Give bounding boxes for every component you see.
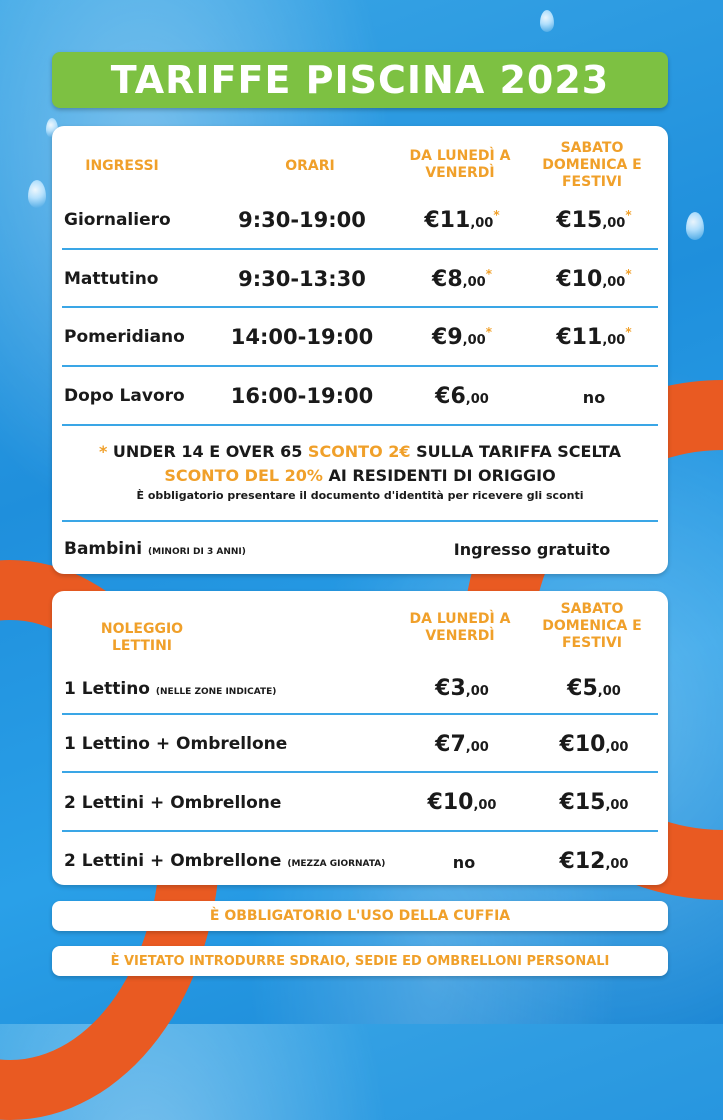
price-weekday-giornaliero: €11,00*	[424, 208, 500, 233]
row-label-lettino: 1 Lettino (NELLE ZONE INDICATE)	[64, 679, 277, 699]
price-weekend-2-lettini: €15,00	[559, 790, 629, 815]
notice-vietato: È VIETATO INTRODURRE SDRAIO, SEDIE ED OMBRELLONI PERSONALI	[52, 946, 668, 976]
bambini-value: Ingresso gratuito	[453, 540, 611, 559]
row-label-bambini: Bambini (MINORI DI 3 ANNI)	[64, 539, 246, 559]
water-drop-icon	[540, 10, 554, 32]
discount-note-line2: SCONTO DEL 20% AI RESIDENTI DI ORIGGIO	[164, 466, 556, 485]
ingressi-card	[52, 126, 668, 574]
noleggio-card	[52, 591, 668, 885]
header-weekday: DA LUNEDÌ A VENERDÌ	[409, 611, 511, 644]
price-weekend-giornaliero: €15,00*	[556, 208, 632, 233]
price-weekend-dopo-lavoro: no	[582, 388, 606, 407]
separator	[62, 830, 658, 832]
header-weekend: SABATO DOMENICA E FESTIVI	[542, 601, 642, 651]
price-weekend-lettino: €5,00	[567, 676, 621, 701]
price-weekday-mattutino: €8,00*	[432, 267, 492, 292]
row-label-lettino-ombrellone: 1 Lettino + Ombrellone	[64, 734, 288, 754]
row-label-2-lettini-ombrellone: 2 Lettini + Ombrellone	[64, 793, 282, 813]
header-ingressi: INGRESSI	[85, 158, 159, 174]
separator	[62, 248, 658, 250]
page-title-bar	[52, 52, 668, 108]
separator	[62, 520, 658, 522]
price-weekday-dopo-lavoro: €6,00	[435, 384, 489, 409]
price-weekend-mattutino: €10,00*	[556, 267, 632, 292]
separator	[62, 713, 658, 715]
separator	[62, 771, 658, 773]
separator	[62, 306, 658, 308]
header-orari: ORARI	[285, 158, 335, 174]
time-pomeridiano: 14:00-19:00	[230, 325, 374, 349]
time-giornaliero: 9:30-19:00	[238, 208, 366, 232]
price-weekday-pomeridiano: €9,00*	[432, 325, 492, 350]
separator	[62, 365, 658, 367]
row-label-mattutino: Mattutino	[64, 269, 159, 289]
price-weekday-2-lettini-mezza: no	[452, 853, 476, 872]
page-title: TARIFFE PISCINA 2023	[110, 58, 610, 102]
row-label-dopo-lavoro: Dopo Lavoro	[64, 386, 185, 406]
header-weekend: SABATO DOMENICA E FESTIVI	[542, 140, 642, 190]
price-weekday-lettino: €3,00	[435, 676, 489, 701]
row-label-giornaliero: Giornaliero	[64, 210, 171, 230]
notice-cuffia: È OBBLIGATORIO L'USO DELLA CUFFIA	[52, 901, 668, 931]
price-weekend-2-lettini-mezza: €12,00	[559, 849, 629, 874]
price-weekday-2-lettini: €10,00	[427, 790, 497, 815]
discount-note-line1: * UNDER 14 E OVER 65 SCONTO 2€ SULLA TARIFFA SCELTA	[98, 442, 622, 461]
price-weekend-lettino-ombrellone: €10,00	[559, 732, 629, 757]
row-label-2-lettini-mezza: 2 Lettini + Ombrellone (MEZZA GIORNATA)	[64, 851, 386, 871]
price-weekday-lettino-ombrellone: €7,00	[435, 732, 489, 757]
header-noleggio: NOLEGGIO LETTINI	[100, 621, 184, 654]
time-mattutino: 9:30-13:30	[238, 267, 366, 291]
separator	[62, 424, 658, 426]
header-weekday: DA LUNEDÌ A VENERDÌ	[409, 148, 511, 181]
row-label-pomeridiano: Pomeridiano	[64, 327, 185, 347]
discount-note-line3: È obbligatorio presentare il documento d'identità per ricevere gli sconti	[136, 489, 584, 502]
time-dopo-lavoro: 16:00-19:00	[230, 384, 374, 408]
water-drop-icon	[28, 180, 46, 208]
price-weekend-pomeridiano: €11,00*	[556, 325, 632, 350]
water-drop-icon	[686, 212, 704, 240]
